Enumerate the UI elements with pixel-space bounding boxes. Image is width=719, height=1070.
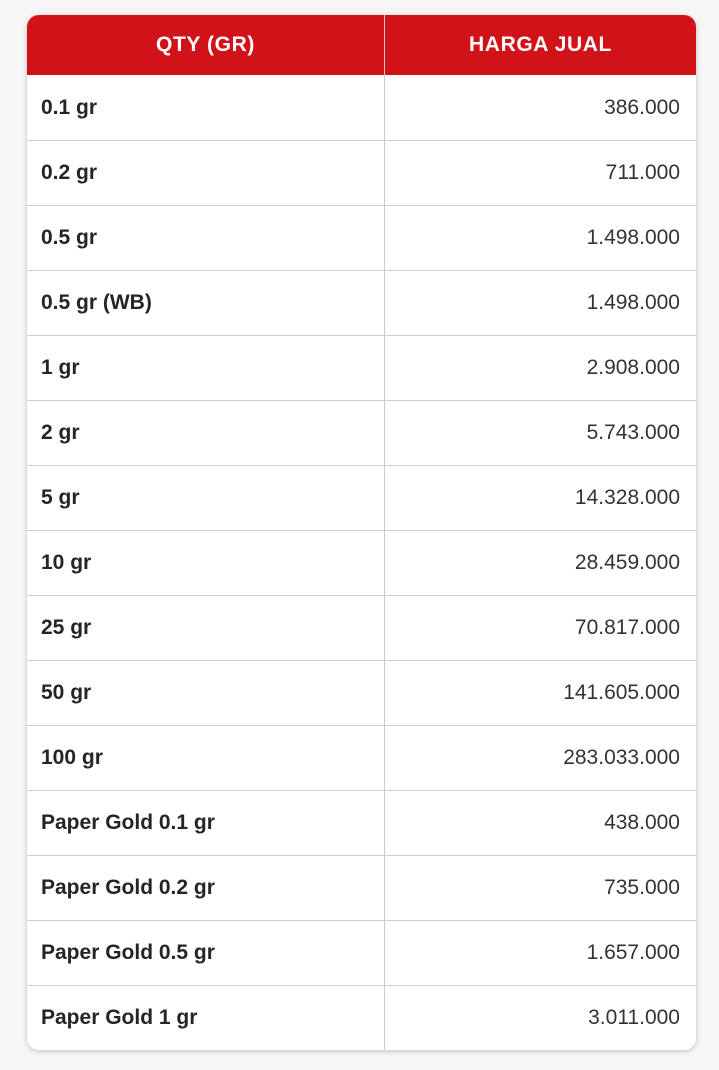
table-row (27, 140, 696, 205)
price-cell: 735.000 (604, 876, 680, 899)
table-row (27, 75, 696, 140)
table-row (27, 920, 696, 985)
price-cell: 141.605.000 (563, 681, 680, 704)
gold-price-table-card (27, 15, 696, 1050)
table-row (27, 270, 696, 335)
qty-cell: Paper Gold 0.5 gr (27, 921, 385, 985)
table-row (27, 855, 696, 920)
table-row (27, 790, 696, 855)
price-cell: 14.328.000 (574, 486, 680, 509)
table-row (27, 530, 696, 595)
price-cell: 711.000 (605, 161, 680, 184)
qty-cell: 0.1 gr (27, 75, 385, 140)
price-cell: 2.908.000 (586, 356, 680, 379)
table-row (27, 725, 696, 790)
qty-cell: 25 gr (27, 596, 385, 660)
table-header-row (27, 15, 696, 75)
table-row (27, 985, 696, 1050)
price-cell: 70.817.000 (574, 616, 680, 639)
table-row (27, 465, 696, 530)
qty-cell: Paper Gold 0.2 gr (27, 856, 385, 920)
table-row (27, 335, 696, 400)
qty-cell: 10 gr (27, 531, 385, 595)
qty-column-header: QTY (GR) (27, 15, 385, 75)
table-row (27, 595, 696, 660)
price-cell: 1.498.000 (586, 291, 680, 314)
qty-cell: 5 gr (27, 466, 385, 530)
qty-cell: 0.2 gr (27, 141, 385, 205)
price-cell: 386.000 (604, 95, 680, 119)
price-cell: 1.498.000 (586, 226, 680, 249)
qty-cell: 50 gr (27, 661, 385, 725)
price-column-header: HARGA JUAL (469, 33, 612, 56)
qty-cell: 100 gr (27, 726, 385, 790)
qty-cell: Paper Gold 0.1 gr (27, 791, 385, 855)
price-cell: 5.743.000 (586, 421, 680, 444)
price-cell: 3.011.000 (588, 1006, 680, 1029)
qty-cell: 0.5 gr (27, 206, 385, 270)
table-row (27, 205, 696, 270)
price-cell: 438.000 (604, 811, 680, 834)
table-row (27, 660, 696, 725)
qty-cell: 1 gr (27, 336, 385, 400)
qty-cell: 0.5 gr (WB) (27, 271, 385, 335)
table-row (27, 400, 696, 465)
price-cell: 28.459.000 (574, 551, 680, 574)
qty-cell: 2 gr (27, 401, 385, 465)
price-cell: 1.657.000 (586, 941, 680, 964)
price-cell: 283.033.000 (563, 746, 680, 769)
qty-cell: Paper Gold 1 gr (27, 986, 385, 1050)
